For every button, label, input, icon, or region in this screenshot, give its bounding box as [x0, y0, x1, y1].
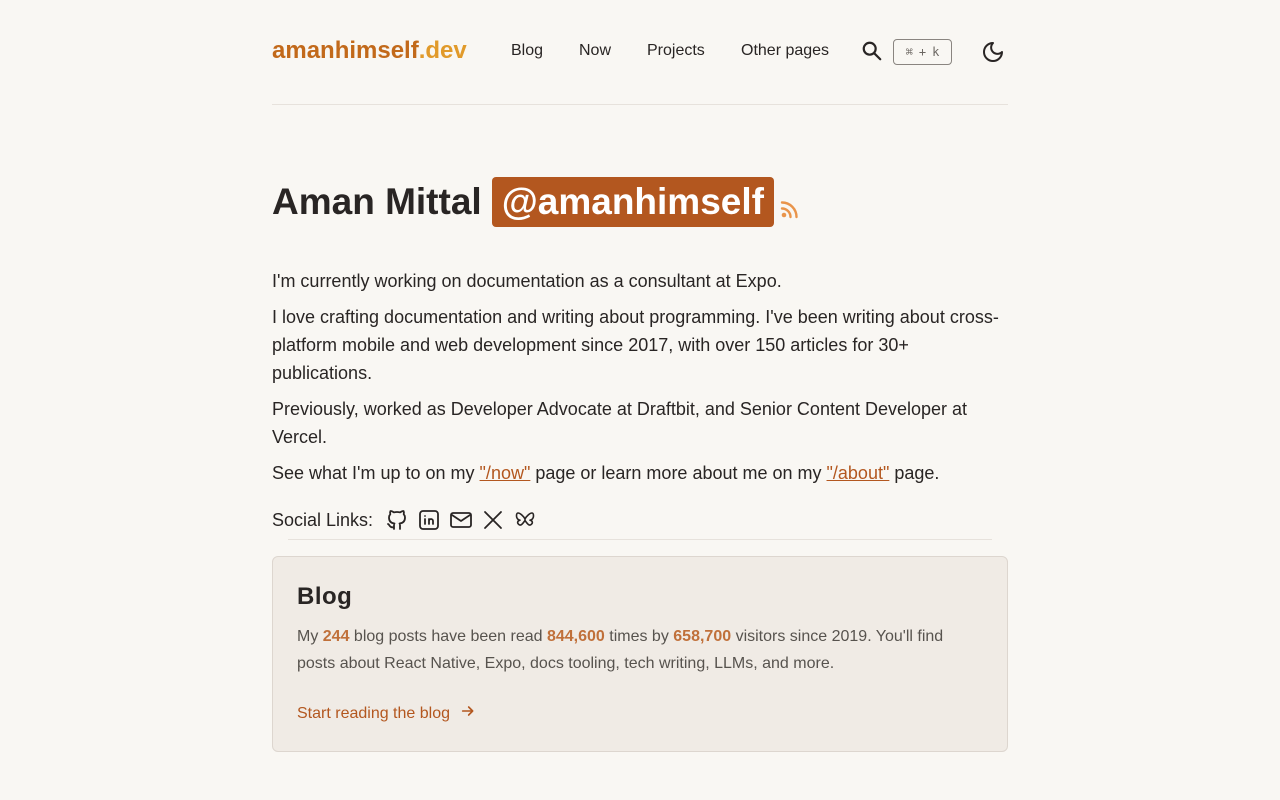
- intro-text: page or learn more about me on my: [530, 463, 827, 483]
- nav-blog[interactable]: Blog: [511, 42, 544, 59]
- intro-text: See what I'm up to on my: [272, 463, 480, 483]
- blog-card: [272, 556, 1008, 752]
- k-key: k: [932, 45, 940, 59]
- author-handle: @amanhimself: [492, 177, 774, 227]
- site-logo[interactable]: [272, 37, 467, 65]
- moon-icon[interactable]: [981, 40, 1005, 64]
- nav-projects[interactable]: Projects: [647, 42, 705, 59]
- desc-text: visitors since 2019. You'll find posts about React Native, Expo, docs tooling, tech writing, LLMs, and more.: [297, 628, 944, 672]
- social-links: [272, 508, 537, 532]
- bluesky-icon[interactable]: [513, 508, 537, 532]
- read-count: 844,600: [546, 628, 605, 645]
- github-icon[interactable]: [385, 508, 409, 532]
- hero-title: [272, 177, 800, 227]
- visitor-count: 658,700: [673, 628, 732, 645]
- desc-text: blog posts have been read: [349, 628, 547, 645]
- page-container: [272, 0, 1008, 722]
- post-count: 244: [322, 628, 350, 645]
- x-icon[interactable]: [481, 508, 505, 532]
- logo-tld: .dev: [418, 37, 467, 64]
- author-name: Aman Mittal: [272, 181, 482, 222]
- about-link[interactable]: "/about": [826, 463, 890, 483]
- search-icon[interactable]: [861, 40, 883, 62]
- cta-label: Start reading the blog: [297, 704, 450, 722]
- intro-paragraph-3: Previously, worked as Developer Advocate at Draftbit, and Senior Content Developer at Vercel.: [272, 399, 968, 447]
- intro-paragraph-1: I'm currently working on documentation as a consultant at Expo.: [272, 271, 782, 291]
- intro-section: [272, 267, 1008, 495]
- start-reading-link[interactable]: [297, 703, 476, 724]
- desc-text: My: [297, 628, 323, 645]
- plus-sign: +: [918, 45, 927, 59]
- intro-text: page.: [889, 463, 940, 483]
- mail-icon[interactable]: [449, 508, 473, 532]
- intro-paragraph-2: I love crafting documentation and writing about programming. I've been writing about cross-platform mobile and web development since 2017, with over 150 articles for 30+ publications.: [272, 307, 999, 383]
- nav-now[interactable]: Now: [579, 42, 612, 59]
- site-header: [272, 0, 1008, 105]
- linkedin-icon[interactable]: [417, 508, 441, 532]
- divider: [288, 539, 992, 540]
- rss-icon[interactable]: [780, 199, 800, 219]
- intro-paragraph-4: [272, 459, 1008, 487]
- search-shortcut[interactable]: [893, 39, 952, 65]
- arrow-right-icon: [460, 703, 476, 724]
- logo-name: amanhimself: [272, 37, 419, 64]
- desc-text: times by: [604, 628, 674, 645]
- blog-card-description: [297, 623, 957, 677]
- nav-other-pages[interactable]: Other pages: [741, 42, 830, 59]
- blog-card-title: Blog: [297, 583, 353, 610]
- now-link[interactable]: "/now": [479, 463, 531, 483]
- cmd-key: ⌘: [905, 45, 913, 59]
- social-label: Social Links:: [272, 509, 374, 530]
